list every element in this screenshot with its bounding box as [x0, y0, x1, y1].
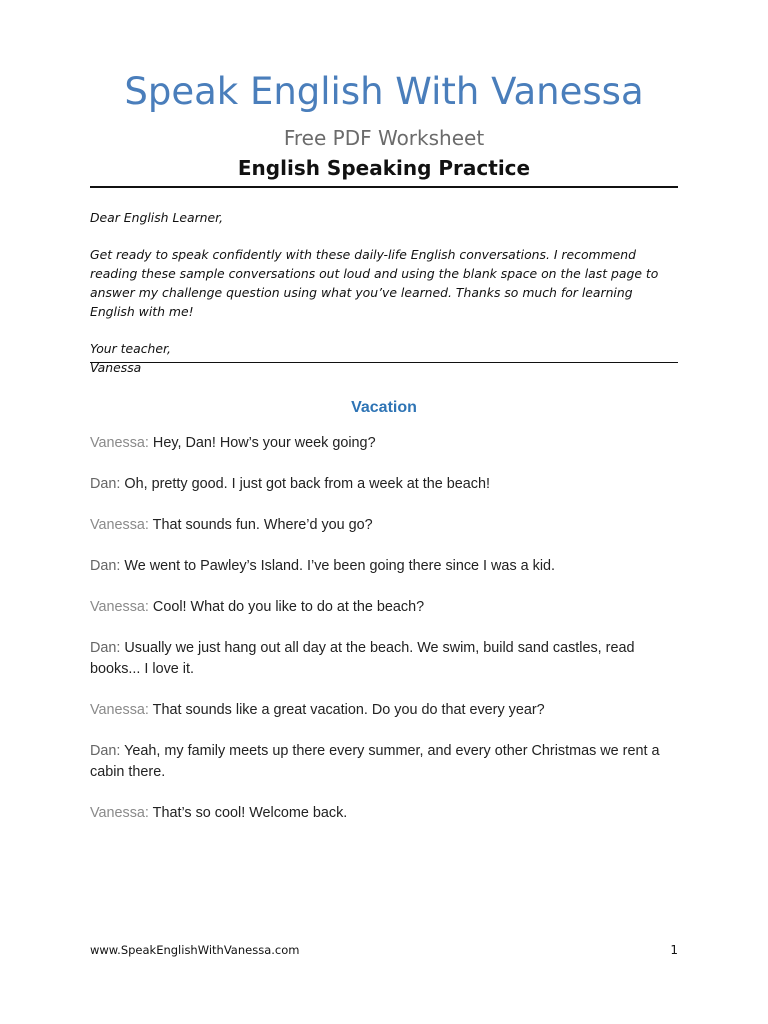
intro-divider [90, 362, 678, 363]
intro-signature: Vanessa [90, 360, 142, 375]
speaker-label: Dan: [90, 640, 121, 656]
dialogue-text: That sounds fun. Where’d you go? [148, 517, 373, 533]
dialogue-text: Yeah, my family meets up there every summer, and every other Christmas we rent a cabin there. [90, 743, 660, 780]
speaker-label: Dan: [90, 476, 121, 492]
dialogue-text: Oh, pretty good. I just got back from a week at the beach! [120, 476, 490, 492]
dialogue-line [90, 597, 682, 618]
dialogue-text: Cool! What do you like to do at the beach? [148, 599, 425, 615]
dialogue-line [90, 433, 682, 454]
speaker-label: Dan: [90, 558, 121, 574]
speaker-label: Dan: [90, 743, 121, 759]
dialogue-line [90, 515, 682, 536]
dialogue-text: We went to Pawley’s Island. I’ve been going there since I was a kid. [120, 558, 556, 574]
intro-letter [90, 208, 678, 377]
intro-body: Get ready to speak confidently with these daily-life English conversations. I recommend reading these sample conversations out loud and using the blank space on the last page to answer my challenge question using what you’ve learned. Thanks so much for learning English with me! [90, 247, 659, 319]
intro-signoff: Your teacher, [90, 341, 171, 356]
speaker-label: Vanessa: [90, 599, 149, 615]
dialogue [90, 433, 682, 844]
speaker-label: Vanessa: [90, 517, 149, 533]
header-divider [90, 186, 678, 188]
dialogue-line [90, 700, 682, 721]
speaker-label: Vanessa: [90, 435, 149, 451]
dialogue-text: That’s so cool! Welcome back. [148, 805, 348, 821]
page-title: Speak English With Vanessa [124, 70, 644, 113]
speaker-label: Vanessa: [90, 702, 149, 718]
dialogue-text: Hey, Dan! How’s your week going? [148, 435, 376, 451]
dialogue-line [90, 474, 682, 495]
page-number: 1 [670, 943, 678, 957]
intro-greeting: Dear English Learner, [90, 210, 224, 225]
dialogue-text: Usually we just hang out all day at the beach. We swim, build sand castles, read books... I love it. [90, 640, 635, 677]
section-heading: Vacation [351, 399, 417, 416]
dialogue-line [90, 638, 682, 680]
speaker-label: Vanessa: [90, 805, 149, 821]
dialogue-text: That sounds like a great vacation. Do you do that every year? [148, 702, 545, 718]
dialogue-line [90, 741, 682, 783]
footer-website-link[interactable]: www.SpeakEnglishWithVanessa.com [90, 943, 300, 957]
dialogue-line [90, 803, 682, 824]
page-subtitle: Free PDF Worksheet [283, 126, 485, 150]
dialogue-line [90, 556, 682, 577]
practice-title: English Speaking Practice [237, 156, 531, 180]
